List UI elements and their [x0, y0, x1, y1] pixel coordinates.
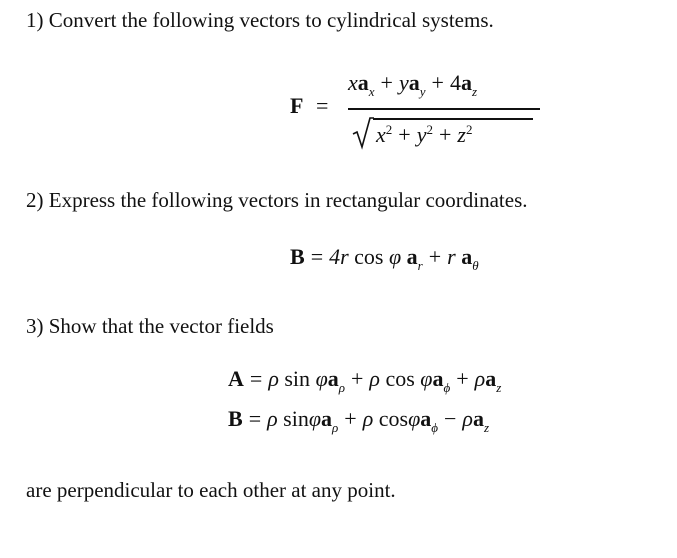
var-rho: ρ: [362, 406, 374, 431]
plus-sign: +: [380, 70, 393, 95]
var-rho: ρ: [369, 366, 380, 391]
vector-a-label: A: [228, 366, 244, 391]
cos-function: cos: [378, 406, 409, 431]
subscript-y: y: [419, 84, 426, 99]
cos-function: cos: [354, 244, 384, 269]
vector-b-label: B: [290, 244, 305, 269]
plus-sign: +: [398, 122, 411, 147]
problem-3-conclusion: are perpendicular to each other at any point.: [26, 478, 396, 502]
plus-sign: +: [456, 366, 469, 391]
var-r: r: [447, 244, 456, 269]
vector-b-equation: [228, 406, 490, 435]
exponent-2: 2: [465, 122, 473, 137]
var-x: x: [376, 122, 386, 147]
coefficient-4r: 4r: [329, 244, 349, 269]
plus-sign: +: [438, 122, 452, 147]
cos-function: cos: [385, 366, 415, 391]
minus-sign: −: [444, 406, 457, 431]
problem-3-heading: 3) Show that the vector fields: [26, 314, 274, 338]
sin-function: sin: [283, 406, 309, 431]
subscript-rho: ρ: [338, 380, 345, 395]
subscript-z: z: [483, 420, 490, 435]
subscript-x: x: [368, 84, 375, 99]
fraction-denominator: [376, 122, 472, 148]
var-phi: φ: [420, 366, 433, 391]
unit-vector-a: a: [485, 366, 497, 391]
var-phi: φ: [315, 366, 328, 391]
fraction-numerator: [348, 70, 477, 99]
unit-vector-a: a: [420, 406, 432, 431]
var-rho: ρ: [267, 406, 278, 431]
subscript-theta: θ: [472, 258, 479, 273]
equals-sign: =: [249, 366, 263, 391]
subscript-phi: ϕ: [443, 380, 451, 395]
unit-vector-a: a: [327, 366, 339, 391]
plus-sign: +: [428, 244, 442, 269]
var-rho: ρ: [268, 366, 279, 391]
vector-f-label: F: [290, 93, 304, 118]
unit-vector-a: a: [432, 366, 444, 391]
coefficient-4: 4: [449, 70, 461, 95]
var-phi: φ: [308, 406, 322, 431]
var-y: y: [398, 70, 409, 95]
var-rho: ρ: [462, 406, 473, 431]
var-x: x: [348, 70, 358, 95]
subscript-phi: ϕ: [431, 420, 438, 435]
subscript-r: r: [417, 258, 423, 273]
plus-sign: +: [344, 406, 357, 431]
square-root-icon: [352, 116, 374, 150]
unit-vector-a: a: [461, 244, 473, 269]
exponent-2: 2: [385, 122, 393, 137]
vector-a-equation: [228, 366, 502, 395]
problem-2-heading: 2) Express the following vectors in rectangular coordinates.: [26, 188, 528, 212]
var-phi: φ: [389, 244, 402, 269]
sin-function: sin: [284, 366, 311, 391]
unit-vector-a: a: [472, 406, 484, 431]
unit-vector-a: a: [406, 244, 418, 269]
equals-sign: =: [316, 93, 329, 118]
exponent-2: 2: [426, 122, 433, 137]
var-y: y: [416, 122, 427, 147]
subscript-z: z: [496, 380, 502, 395]
unit-vector-a: a: [357, 70, 369, 95]
equals-sign: =: [248, 406, 262, 431]
subscript-z: z: [471, 84, 477, 99]
equals-sign: =: [310, 244, 324, 269]
var-z: z: [457, 122, 466, 147]
var-rho: ρ: [474, 366, 486, 391]
subscript-rho: ρ: [332, 420, 339, 435]
problem-2-equation: [290, 244, 479, 273]
plus-sign: +: [350, 366, 364, 391]
plus-sign: +: [431, 70, 444, 95]
unit-vector-a: a: [408, 70, 420, 95]
radical-vinculum: [373, 118, 533, 120]
fraction-bar: [348, 108, 540, 110]
unit-vector-a: a: [321, 406, 333, 431]
problem-1-equation: [290, 64, 550, 164]
var-phi: φ: [408, 406, 421, 431]
problem-1-heading: 1) Convert the following vectors to cylindrical systems.: [26, 8, 494, 32]
unit-vector-a: a: [460, 70, 472, 95]
vector-b-label: B: [228, 406, 243, 431]
